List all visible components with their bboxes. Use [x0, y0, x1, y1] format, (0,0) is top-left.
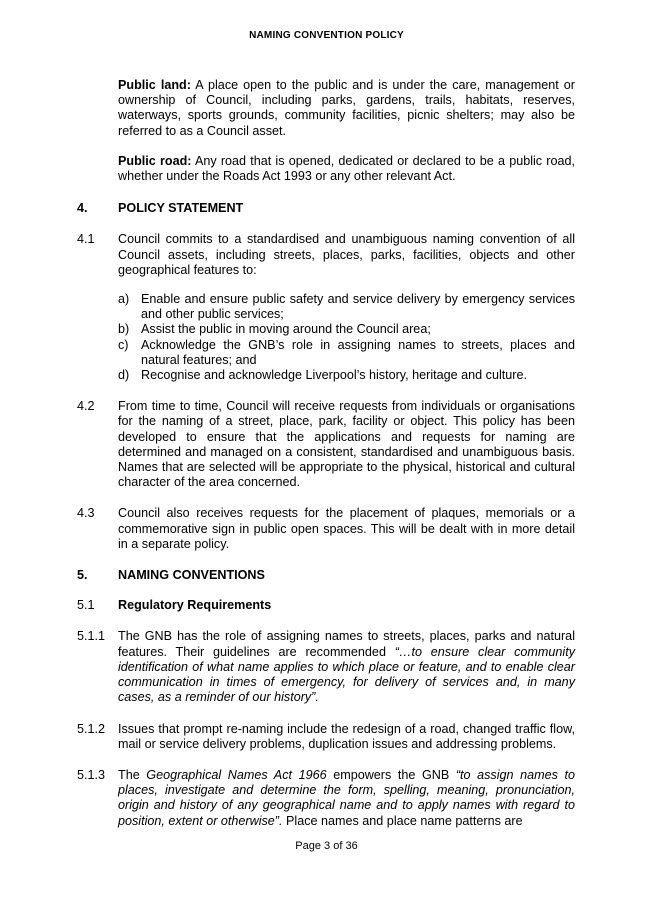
clause-text: Council commits to a standardised and unambiguous naming convention of all Council assets, including streets, places, parks, facilities, objects and other geographical features to: — [118, 232, 575, 277]
clause-4-1 — [77, 232, 575, 278]
clause-number: 5.1.3 — [77, 767, 106, 782]
list-text: Assist the public in moving around the Council area; — [141, 322, 431, 337]
list-item — [118, 322, 575, 337]
section-title: NAMING CONVENTIONS — [118, 568, 265, 583]
clause-number: 4.3 — [77, 506, 95, 521]
subsection-5-1-heading — [77, 598, 575, 613]
clause-text-plain: empowers the GNB — [326, 767, 456, 782]
definition-public-road — [118, 154, 575, 184]
clause-4-2 — [77, 399, 575, 490]
list-text: Enable and ensure public safety and service delivery by emergency services and other public services; — [141, 292, 575, 322]
list-marker: b) — [118, 322, 130, 337]
clause-text: From time to time, Council will receive requests from individuals or organisations for the naming of a street, place, park, facility or object. This policy has been developed to ensure that the applications and requests for naming are determined and managed on a consistent, standardised and unambiguous basis. Names that are selected will be appropriate to the physical, historical and cultural character of the area concerned. — [118, 399, 575, 490]
definition-term: Public road: — [118, 153, 192, 168]
page-header-title: NAMING CONVENTION POLICY — [249, 30, 404, 41]
clause-5-1-2 — [77, 722, 575, 752]
clause-4-3 — [77, 506, 575, 552]
list-item — [118, 292, 575, 322]
policy-list — [118, 292, 575, 383]
page-body — [77, 78, 575, 829]
subsection-title: Regulatory Requirements — [118, 598, 272, 613]
clause-text-plain: Place names and place name patterns are — [282, 813, 523, 828]
clause-number: 4.2 — [77, 399, 95, 414]
clause-text: Council also receives requests for the placement of plaques, memorials or a commemorative sign in public open spaces. This will be dealt with in more detail in a separate policy. — [118, 506, 575, 551]
definition-public-land — [118, 78, 575, 139]
section-4-heading — [77, 201, 575, 216]
list-item — [118, 368, 575, 383]
section-number: 5. — [77, 568, 88, 583]
definition-text: Any road that is opened, dedicated or declared to be a public road, whether under the Roads Act 1993 or any other relevant Act. — [118, 153, 575, 184]
definition-text: A place open to the public and is under the care, management or ownership of Council, including parks, gardens, trails, habitats, reserves, waterways, sports grounds, community facilities, picnic shelters; may also be referred to as a Council asset. — [118, 78, 576, 138]
clause-number: 5.1.2 — [77, 721, 106, 736]
clause-text-quote: “…to ensure clear community identification of what name applies to which place or feature, and to enable clear communication in times of emergency, for delivery of services and, in many cases, as a reminder of our history”. — [118, 644, 575, 705]
clause-text — [118, 768, 575, 829]
clause-number: 5.1.1 — [77, 629, 106, 644]
list-text: Acknowledge the GNB’s role in assigning names to streets, places and natural features; and — [141, 337, 575, 367]
section-number: 4. — [77, 201, 88, 216]
list-marker: d) — [118, 368, 130, 383]
list-marker: c) — [118, 337, 129, 352]
page-number: Page 3 of 36 — [295, 840, 358, 852]
clause-text — [118, 629, 575, 705]
clause-number: 4.1 — [77, 232, 95, 247]
list-text: Recognise and acknowledge Liverpool’s history, heritage and culture. — [141, 368, 527, 383]
definition-term: Public land: — [118, 78, 191, 92]
clause-5-1-1 — [77, 629, 575, 705]
list-item — [118, 338, 575, 368]
clause-5-1-3 — [77, 768, 575, 829]
clause-text: Issues that prompt re-naming include the redesign of a road, changed traffic flow, mail or service delivery problems, duplication issues and addressing problems. — [118, 721, 575, 751]
act-name: Geographical Names Act 1966 — [146, 767, 327, 782]
subsection-number: 5.1 — [77, 598, 95, 613]
list-marker: a) — [118, 292, 130, 307]
clause-text-quote: “to assign names to places, investigate and determine the form, spelling, meaning, pronunciation, origin and history of any geographical name and to apply names with regard to position, extent or otherwise”. — [118, 767, 576, 828]
section-5-heading — [77, 568, 575, 583]
clause-text-plain: The — [118, 767, 147, 782]
section-title: POLICY STATEMENT — [118, 201, 244, 216]
clause-text-plain: The GNB has the role of assigning names to streets, places, parks and natural features. Their guidelines are recommended — [118, 629, 575, 659]
